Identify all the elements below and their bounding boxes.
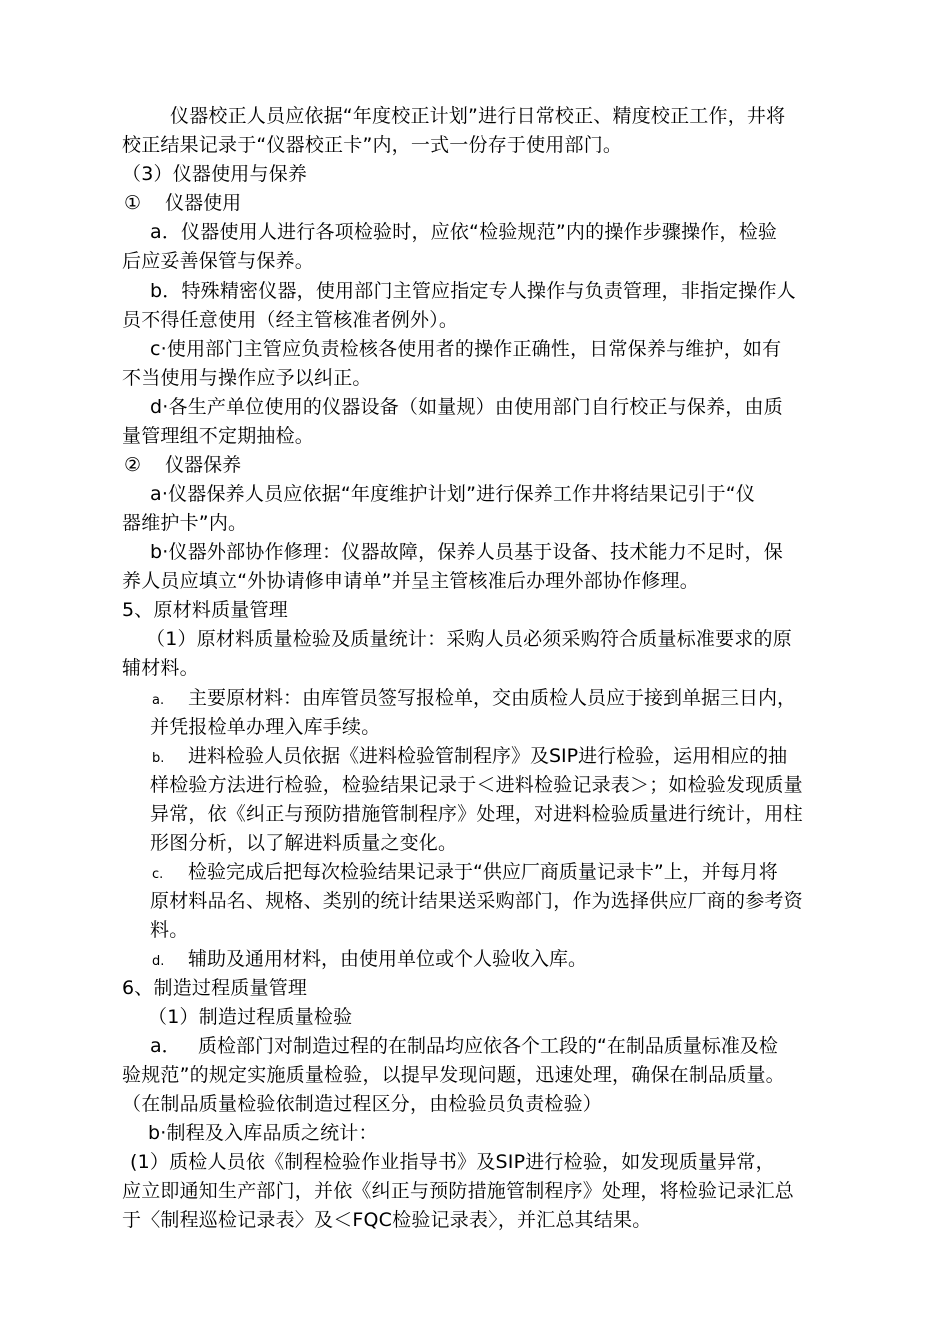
item-5c-text: 检验完成后把每次检验结果记录于“供应厂商质量记录卡”上，并每月将 (188, 861, 778, 883)
sub-heading-instrument-use (124, 191, 241, 215)
item-b2-line-1: b·仪器外部协作修理：仪器故障，保养人员基于设备、技术能力不足时，保 (150, 541, 783, 563)
item-b1-line-1: b．特殊精密仪器，使用部门主管应指定专人操作与负责管理，非指定操作人 (150, 280, 796, 302)
marker-c: c. (152, 867, 164, 882)
item-5d-text: 辅助及通用材料，由使用单位或个人验收入库。 (188, 948, 588, 970)
item-a1-line-2: 后应妥善保管与保养。 (122, 250, 315, 272)
item-6a-line-1 (150, 1034, 778, 1058)
item-d1-line-1: d·各生产单位使用的仪器设备（如量规）由使用部门自行校正与保养，由质 (150, 396, 783, 418)
section-heading-3: （3）仪器使用与保养 (122, 163, 308, 185)
p1-line-2: 校正结果记录于“仪器校正卡”内，一式一份存于使用部门。 (122, 134, 623, 156)
marker-a: a． (150, 1035, 181, 1057)
marker-b: b. (152, 751, 165, 766)
item-a1-line-1: a．仪器使用人进行各项检验时，应依“检验规范”内的操作步骤操作，检验 (150, 221, 778, 243)
sub-heading-label: 仪器保养 (165, 454, 242, 476)
item-c1-line-2: 不当使用与操作应予以纠正。 (122, 367, 372, 389)
sub-5-1-line-2: 辅材料。 (122, 657, 199, 679)
item-6b: b·制程及入库品质之统计： (148, 1122, 378, 1144)
item-5b-line-1 (152, 744, 787, 771)
marker-circled-1: ① (124, 192, 142, 214)
section-heading-5: 5、原材料质量管理 (122, 599, 288, 621)
item-5c-line-2: 原材料品名、规格、类别的统计结果送采购部门，作为选择供应厂商的参考资 (150, 890, 803, 912)
item-6b1-line-1: (1）质检人员依《制程检验作业指导书》及SIP进行检验，如发现质量异常， (130, 1151, 775, 1173)
item-6a-text: 质检部门对制造过程的在制品均应依各个工段的“在制品质量标准及检 (198, 1035, 778, 1057)
section-heading-6: 6、制造过程质量管理 (122, 977, 308, 999)
item-c1-line-1: c·使用部门主管应负责检核各使用者的操作正确性，日常保养与维护，如有 (150, 338, 782, 360)
item-5b-line-4: 形图分析，以了解进料质量之变化。 (150, 832, 458, 854)
sub-heading-label: 仪器使用 (165, 192, 242, 214)
item-6a-line-3: （在制品质量检验依制造过程区分，由检验员负责检验） (122, 1093, 603, 1115)
item-b1-line-2: 员不得任意使用（经主管核准者例外）。 (122, 309, 459, 331)
item-b2-line-2: 养人员应填立“外协请修申请单”并呈主管核准后办理外部协作修理。 (122, 570, 699, 592)
item-5d-line-1 (152, 947, 587, 974)
marker-circled-2: ② (124, 454, 142, 476)
item-5c-line-1 (152, 860, 778, 887)
item-5a-line-2: 并凭报检单办理入库手续。 (150, 716, 381, 738)
item-6b1-line-2: 应立即通知生产部门，并依《纠正与预防措施管制程序》处理，将检验记录汇总 (122, 1180, 795, 1202)
item-d1-line-2: 量管理组不定期抽检。 (122, 425, 315, 447)
item-a2-line-2: 器维护卡”内。 (122, 512, 248, 534)
item-5b-text: 进料检验人员依据《进料检验管制程序》及SIP进行检验，运用相应的抽 (188, 745, 788, 767)
sub-heading-instrument-maintenance (124, 453, 241, 477)
marker-d: d. (152, 954, 165, 969)
item-5c-line-3: 料。 (150, 919, 189, 941)
p1-line-1: 仪器校正人员应依据“年度校正计划”进行日常校正、精度校正工作，井将 (170, 105, 786, 127)
sub-6-1: （1）制造过程质量检验 (148, 1006, 353, 1028)
item-a2-line-1: a·仪器保养人员应依据“年度维护计划”进行保养工作井将结果记引于“仪 (150, 483, 756, 505)
item-5b-line-3: 异常，依《纠正与预防措施管制程序》处理，对进料检验质量进行统计，用柱 (150, 803, 803, 825)
item-6a-line-2: 验规范”的规定实施质量检验，以提早发现问题，迅速处理，确保在制品质量。 (122, 1064, 785, 1086)
item-5a-line-1 (152, 686, 796, 713)
item-5a-text: 主要原材料：由库管员签写报检单，交由质检人员应于接到单据三日内， (188, 687, 797, 709)
sub-5-1-line-1: （1）原材料质量检验及质量统计：采购人员必须采购符合质量标准要求的原 (146, 628, 792, 650)
item-5b-line-2: 样检验方法进行检验，检验结果记录于＜进料检验记录表＞；如检验发现质量 (150, 774, 803, 796)
item-6b1-line-3: 于〈制程巡检记录表〉及＜FQC检验记录表〉，并汇总其结果。 (122, 1209, 652, 1231)
marker-a: a. (152, 693, 165, 708)
